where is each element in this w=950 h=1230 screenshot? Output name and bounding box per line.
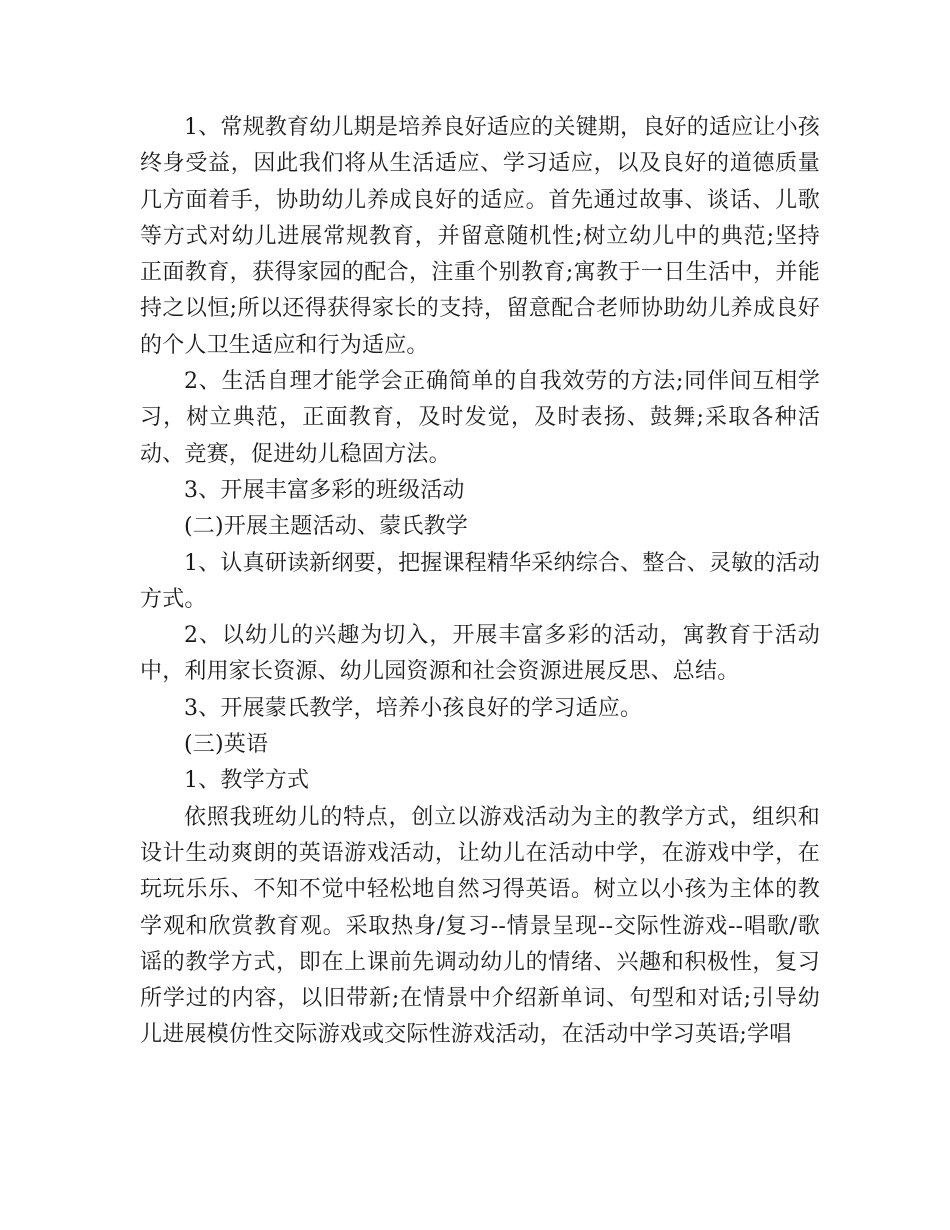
paragraph-class-activities: 3、开展丰富多彩的班级活动: [184, 477, 465, 503]
paragraph-montessori: 3、开展蒙氏教学，培养小孩良好的学习适应。: [184, 695, 643, 721]
paragraph-english-teaching: 依照我班幼儿的特点，创立以游戏活动为主的教学方式，组织和设计生动爽朗的英语游戏活动，让幼儿在活动中学，在游戏中学，在玩玩乐乐、不知不觉中轻松地自然习得英语。树立以小孩为主体的教学观和欣赏教育观。采取热身/复习--情景呈现--交际性游戏--唱歌/歌谣的教学方式，即在上课前先调动幼儿的情绪、兴趣和积极性，复习所学过的内容，以旧带新;在情景中介绍新单词、句型和对话;引导幼儿进展模仿性交际游戏或交际性游戏活动，在活动中学习英语;学唱: [140, 804, 820, 1048]
paragraph-new-outline: 1、认真研读新纲要，把握课程精华采纳综合、整合、灵敏的活动方式。: [140, 550, 820, 612]
subheading-teaching-method: 1、教学方式: [184, 768, 310, 794]
section-heading-theme-activities: (二)开展主题活动、蒙氏教学: [184, 514, 468, 540]
paragraph-self-care: 2、生活自理才能学会正确简单的自我效劳的方法;同伴间互相学习，树立典范，正面教育，及时发觉，及时表扬、鼓舞;采取各种活动、竞赛，促进幼儿稳固方法。: [140, 369, 820, 467]
document-body: [140, 110, 820, 1054]
paragraph-routine-education: 1、常规教育幼儿期是培养良好适应的关键期，良好的适应让小孩终身受益，因此我们将从生活适应、学习适应，以及良好的道德质量几方面着手，协助幼儿养成良好的适应。首先通过故事、谈话、儿歌等方式对幼儿进展常规教育，并留意随机性;树立幼儿中的典范;坚持正面教育，获得家园的配合，注重个别教育;寓教于一日生活中，并能持之以恒;所以还得获得家长的支持，留意配合老师协助幼儿养成良好的个人卫生适应和行为适应。: [140, 115, 820, 358]
section-heading-english: (三)英语: [184, 732, 269, 758]
paragraph-interest-activities: 2、以幼儿的兴趣为切入，开展丰富多彩的活动，寓教育于活动中，利用家长资源、幼儿园资源和社会资源进展反思、总结。: [140, 623, 820, 685]
